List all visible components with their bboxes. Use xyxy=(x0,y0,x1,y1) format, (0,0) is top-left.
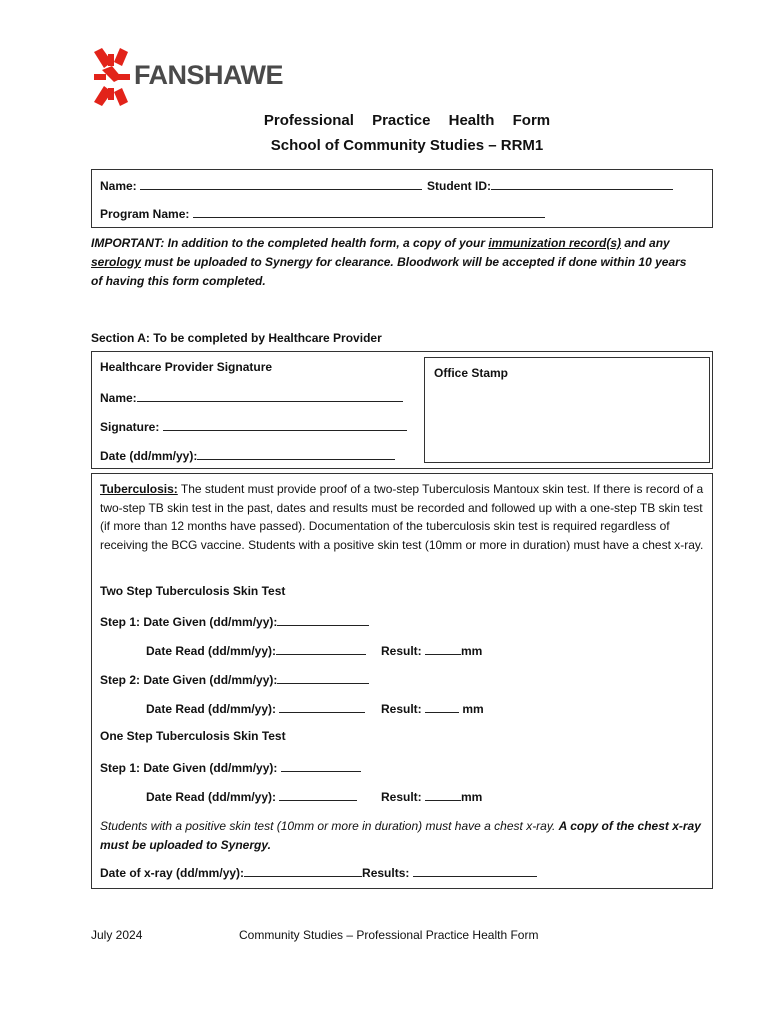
one-step-step1-row xyxy=(100,759,361,775)
important-mid: and any xyxy=(621,236,670,250)
provider-date-row xyxy=(100,447,395,463)
section-a-heading: Section A: To be completed by Healthcare Provider xyxy=(91,331,382,345)
important-lead: IMPORTANT: In addition to the completed health form, a copy of your xyxy=(91,236,489,250)
two-step-step1-date-field[interactable] xyxy=(277,613,369,626)
student-id-label: Student ID: xyxy=(427,179,491,193)
two-step-step1-mm: mm xyxy=(461,644,483,658)
two-step-step2-result-field[interactable] xyxy=(425,700,459,713)
one-step-result-field[interactable] xyxy=(425,788,461,801)
two-step-step1-result-row xyxy=(381,642,482,658)
provider-name-label: Name: xyxy=(100,391,137,405)
one-step-read-field[interactable] xyxy=(279,788,357,801)
student-name-field[interactable] xyxy=(140,177,422,190)
program-name-row xyxy=(100,205,545,221)
xray-results-field[interactable] xyxy=(413,864,537,877)
two-step-step1-read-row xyxy=(146,642,366,658)
two-step-step1-label: Step 1: Date Given (dd/mm/yy): xyxy=(100,615,278,629)
important-rest: must be uploaded to Synergy for clearance. Bloodwork will be accepted if done within 10 years of having this form completed. xyxy=(91,255,687,288)
logo-text: FANSHAWE xyxy=(134,60,284,90)
provider-signature-field[interactable] xyxy=(163,418,407,431)
provider-name-row xyxy=(100,389,403,405)
two-step-step1-result-label: Result: xyxy=(381,644,422,658)
program-name-field[interactable] xyxy=(193,205,545,218)
provider-date-label: Date (dd/mm/yy): xyxy=(100,449,198,463)
one-step-result-label: Result: xyxy=(381,790,422,804)
two-step-step1-result-field[interactable] xyxy=(425,642,461,655)
tuberculosis-body: The student must provide proof of a two-step Tuberculosis Mantoux skin test. If there is record of a two-step TB skin test in the past, dates and results must be recorded and followed up with a one-step TB skin test (if more than 12 months have passed). Documentation of the tuberculosis skin test is required regardless of receiving the BCG vaccine. Students with a positive skin test (10mm or more in duration) must have a chest x-ray. xyxy=(100,482,704,552)
provider-name-field[interactable] xyxy=(137,389,403,402)
page-subtitle: School of Community Studies – RRM1 xyxy=(270,137,544,154)
two-step-step1-read-label: Date Read (dd/mm/yy): xyxy=(146,644,277,658)
one-step-mm: mm xyxy=(461,790,483,804)
xray-note-bold: A copy of the chest x-ray must be uploaded to Synergy. xyxy=(100,819,701,852)
xray-results-label: Results: xyxy=(362,866,410,880)
one-step-read-row xyxy=(146,788,357,804)
two-step-step2-result-label: Result: xyxy=(381,702,422,716)
two-step-step1-read-field[interactable] xyxy=(276,642,366,655)
provider-signature-label: Signature: xyxy=(100,420,160,434)
serology-link: serology xyxy=(91,255,142,269)
xray-date-row xyxy=(100,864,537,880)
immunization-link: immunization record(s) xyxy=(488,236,622,250)
important-note xyxy=(91,234,701,291)
one-step-result-row xyxy=(381,788,482,804)
footer-title: Community Studies – Professional Practice Health Form xyxy=(239,928,539,942)
two-step-heading: Two Step Tuberculosis Skin Test xyxy=(100,584,286,598)
one-step-heading: One Step Tuberculosis Skin Test xyxy=(100,729,286,743)
footer-date: July 2024 xyxy=(91,928,143,942)
one-step-step1-label: Step 1: Date Given (dd/mm/yy): xyxy=(100,761,278,775)
logo-mark-icon xyxy=(94,48,130,106)
two-step-step2-read-row xyxy=(146,700,365,716)
two-step-step2-label: Step 2: Date Given (dd/mm/yy): xyxy=(100,673,278,687)
office-stamp-label: Office Stamp xyxy=(434,366,509,380)
xray-note-text: Students with a positive skin test (10mm or more in duration) must have a chest x-ray. xyxy=(100,819,559,833)
xray-date-field[interactable] xyxy=(244,864,362,877)
xray-date-label: Date of x-ray (dd/mm/yy): xyxy=(100,866,245,880)
xray-note xyxy=(100,817,706,854)
provider-signature-row xyxy=(100,418,407,434)
two-step-step2-row xyxy=(100,671,369,687)
two-step-step2-mm: mm xyxy=(462,702,484,716)
student-name-row xyxy=(100,177,422,193)
tuberculosis-paragraph xyxy=(100,480,706,554)
two-step-step2-date-field[interactable] xyxy=(277,671,369,684)
student-id-row xyxy=(427,177,673,193)
provider-date-field[interactable] xyxy=(197,447,395,460)
two-step-step1-row xyxy=(100,613,369,629)
student-name-label: Name: xyxy=(100,179,137,193)
two-step-step2-read-field[interactable] xyxy=(279,700,365,713)
one-step-step1-date-field[interactable] xyxy=(281,759,361,772)
provider-signature-heading: Healthcare Provider Signature xyxy=(100,360,273,374)
one-step-read-label: Date Read (dd/mm/yy): xyxy=(146,790,277,804)
program-name-label: Program Name: xyxy=(100,207,190,221)
student-id-field[interactable] xyxy=(491,177,673,190)
page-title: Professional Practice Health Form xyxy=(263,112,551,129)
two-step-step2-read-label: Date Read (dd/mm/yy): xyxy=(146,702,277,716)
two-step-step2-result-row xyxy=(381,700,484,716)
tuberculosis-heading: Tuberculosis: xyxy=(100,482,178,496)
